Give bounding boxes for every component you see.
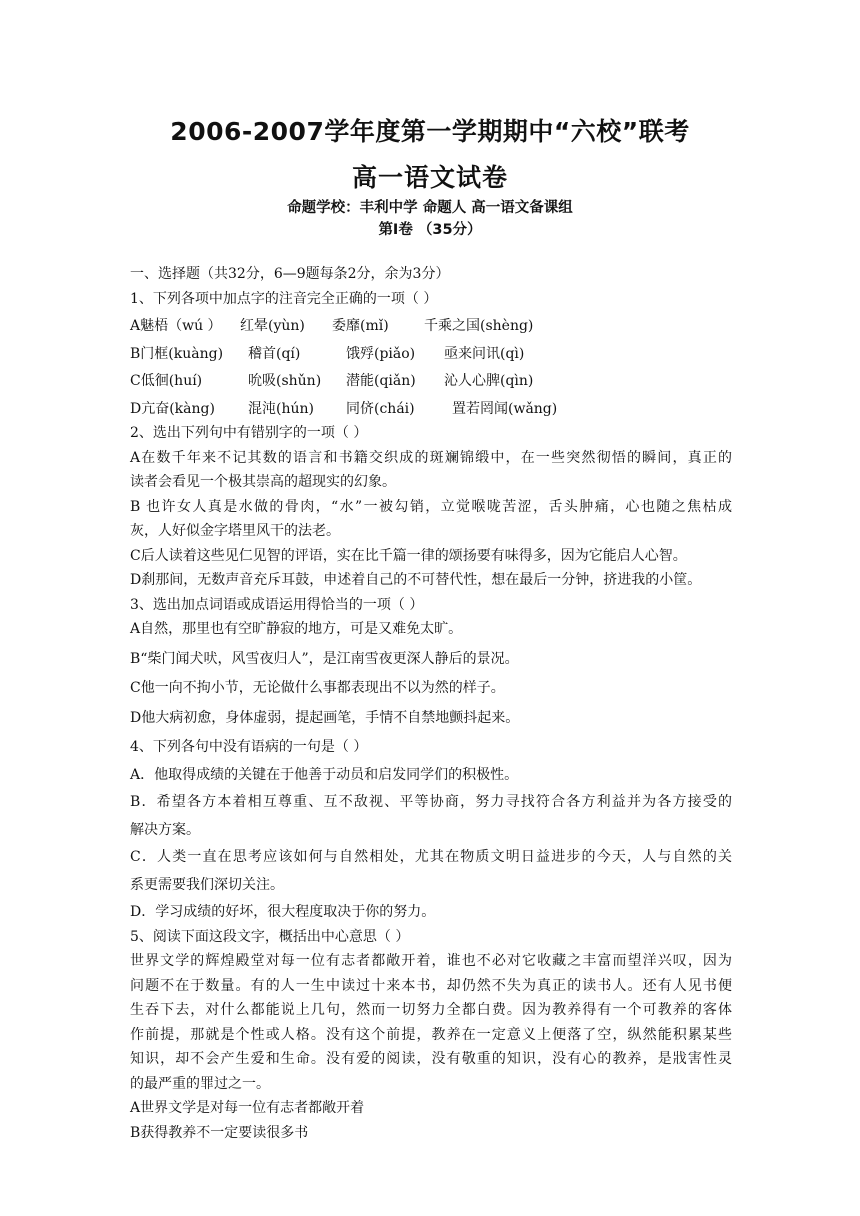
q1-option-b	[130, 342, 732, 367]
q1-d-3: 同侪(chái)	[346, 400, 415, 417]
exam-body	[130, 262, 732, 1145]
q1-c-1: C低徊(huí)	[130, 373, 203, 389]
q5-passage-line3: 生吞下去，对什么都能说上几句，然而一切努力全都白费。因为教养得有一个可教养的客体	[130, 1002, 732, 1018]
q1-b-1: B门框(kuàng)	[130, 345, 224, 362]
exam-part: 第Ⅰ卷 （35分）	[378, 222, 482, 238]
q1-b-2: 稽首(qí)	[248, 345, 301, 362]
q1-option-c	[130, 369, 732, 394]
q3-stem: 3、选出加点词语或成语运用得恰当的一项（ ）	[130, 596, 424, 613]
q5-stem: 5、阅读下面这段文字，概括出中心意思（ ）	[130, 928, 410, 945]
q3-option-a: A自然，那里也有空旷静寂的地方，可是又难免太旷。	[130, 621, 463, 637]
q1-options	[130, 314, 732, 421]
q4-option-a: A．他取得成绩的关键在于他善于动员和启发同学们的积极性。	[130, 766, 519, 783]
q1-a-1: A魅梧（wú ）	[130, 318, 222, 334]
q1-stem: 1、下列各项中加点字的注音完全正确的一项（ ）	[130, 290, 438, 307]
q1-b-4: 亟来问讯(qì)	[444, 345, 525, 362]
q5-passage-line1: 世界文学的辉煌殿堂对每一位有志者都敞开着，谁也不必对它收藏之丰富而望洋兴叹，因为	[130, 953, 732, 969]
q2-option-b-line2: 灰，人好似金字塔里风干的法老。	[130, 523, 340, 539]
q5-option-a: A世界文学是对每一位有志者都敞开着	[130, 1100, 365, 1116]
q1-option-d	[130, 397, 732, 422]
exam-subtitle: 高一语文试卷	[351, 163, 508, 192]
q2-option-d: D刹那间，无数声音充斥耳鼓，申述着自己的不可替代性，想在最后一分钟，挤进我的小筐。	[130, 572, 702, 588]
exam-title: 2006-2007学年度第一学期期中“六校”联考	[170, 117, 690, 146]
q1-b-3: 饿殍(piǎo)	[346, 345, 416, 362]
q1-d-4: 置若罔闻(wǎng)	[452, 400, 558, 417]
q4-option-c-line2: 系更需要我们深切关注。	[130, 876, 284, 893]
q1-a-4: 千乘之国(shèng)	[424, 318, 534, 334]
q5-option-b: B获得教养不一定要读很多书	[130, 1124, 309, 1141]
q5-passage-line6: 的最严重的罪过之一。	[130, 1075, 270, 1092]
q4-stem: 4、下列各句中没有语病的一句是（ ）	[130, 739, 368, 755]
q2-option-a-line1: A在数千年来不记其数的语言和书籍交织成的斑斓锦缎中，在一些突然彻悟的瞬间，真正的	[130, 449, 732, 466]
q1-a-3: 委靡(mǐ)	[332, 318, 389, 334]
q2-stem: 2、选出下列句中有错别字的一项（ ）	[130, 425, 368, 441]
q1-c-3: 潜能(qiǎn)	[346, 373, 416, 389]
q1-c-4: 沁人心脾(qìn)	[444, 373, 534, 389]
q5-passage-line2: 问题不在于数量。有的人一生中读过十来本书，却仍然不失为真正的读书人。还有人见书便	[130, 977, 732, 994]
q3-option-b: B“柴门闻犬吠，风雪夜归人”，是江南雪夜更深人静后的景况。	[130, 650, 519, 667]
q1-d-1: D亢奋(kàng)	[130, 400, 215, 417]
q1-a-2: 红晕(yùn)	[240, 318, 305, 334]
q1-c-2: 吮吸(shǔn)	[248, 373, 322, 389]
q5-passage-line5: 知识，却不会产生爱和生命。没有爱的阅读，没有敬重的知识，没有心的教养，是戕害性灵	[130, 1051, 732, 1067]
q2-option-c: C后人读着这些见仁见智的评语，实在比千篇一律的颂扬要有味得多，因为它能启人心智。	[130, 547, 687, 564]
q2-option-a-line2: 读者会看见一个极其崇高的超现实的幻象。	[130, 474, 396, 490]
section-heading: 一、选择题（共32分，6—9题每条2分，余为3分）	[130, 266, 450, 282]
q4-option-c-line1: C．人类一直在思考应该如何与自然相处，尤其在物质文明日益进步的今天，人与自然的关	[130, 849, 732, 865]
q1-d-2: 混沌(hún)	[248, 400, 314, 417]
q4-option-b-line1: B．希望各方本着相互尊重、互不敌视、平等协商，努力寻找符合各方利益并为各方接受的	[130, 794, 732, 810]
q3-option-c: C他一向不拘小节，无论做什么事都表现出不以为然的样子。	[130, 680, 505, 696]
q5-passage-line4: 作前提，那就是个性或人格。没有这个前提，教养在一定意义上便落了空，纵然能积累某些	[130, 1026, 732, 1043]
q4-option-d: D．学习成绩的好坏，很大程度取决于你的努力。	[130, 904, 436, 920]
q3-option-d: D他大病初愈，身体虚弱，提起画笔，手情不自禁地颤抖起来。	[130, 709, 520, 726]
q1-option-a	[130, 314, 732, 339]
q2-option-b-line1: B 也许女人真是水做的骨肉，“水”一被勾销，立觉喉咙苦涩，舌头肿痛，心也随之焦枯成	[130, 498, 732, 515]
exam-authors: 命题学校：丰利中学 命题人 高一语文备课组	[287, 200, 573, 216]
q4-option-b-line2: 解决方案。	[130, 821, 200, 838]
